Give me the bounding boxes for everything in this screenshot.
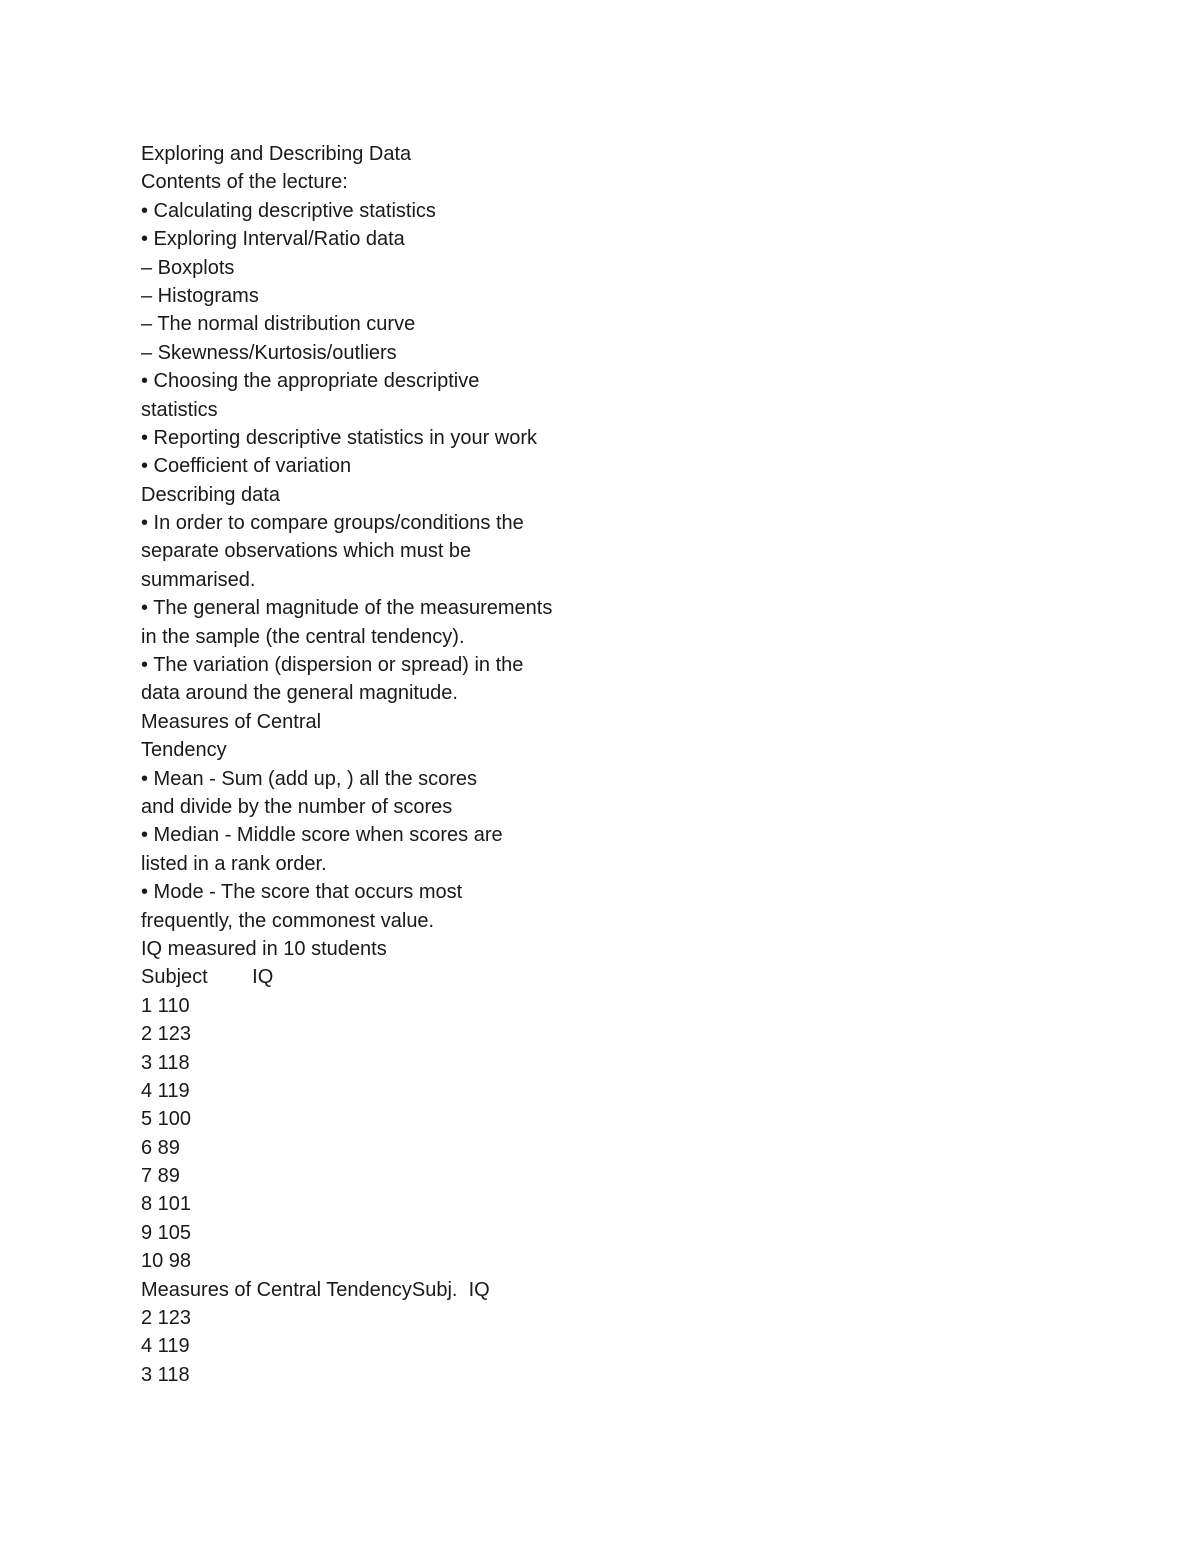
- document-body: [141, 140, 1041, 1389]
- text-line: frequently, the commonest value.: [141, 909, 435, 932]
- text-line: • Calculating descriptive statistics: [141, 199, 436, 222]
- text-line: • Reporting descriptive statistics in your work: [141, 426, 538, 449]
- section-heading: Tendency: [141, 739, 227, 762]
- document-title: Exploring and Describing Data: [141, 143, 412, 165]
- table-row: 3 118: [141, 1363, 190, 1386]
- text-line: listed in a rank order.: [141, 852, 327, 875]
- table-row: 5 100: [141, 1108, 192, 1131]
- table-row: 10 98: [141, 1250, 192, 1273]
- text-line: • Coefficient of variation: [141, 455, 352, 478]
- text-line: – The normal distribution curve: [141, 313, 416, 336]
- table-row: 7 89: [141, 1165, 180, 1188]
- section-heading: IQ measured in 10 students: [141, 937, 387, 960]
- text-line: statistics: [141, 398, 218, 421]
- text-line: – Histograms: [141, 284, 259, 307]
- text-line: summarised.: [141, 568, 256, 591]
- text-line: • In order to compare groups/conditions the: [141, 512, 524, 535]
- table-row: 3 118: [141, 1051, 190, 1074]
- text-line: – Skewness/Kurtosis/outliers: [141, 341, 397, 364]
- table-row: 4 119: [141, 1079, 190, 1102]
- table-row: 8 101: [141, 1193, 192, 1216]
- text-line: • The variation (dispersion or spread) in the: [141, 654, 524, 677]
- section-heading: Measures of Central: [141, 710, 322, 733]
- text-line: in the sample (the central tendency).: [141, 625, 465, 648]
- text-line: • Exploring Interval/Ratio data: [141, 228, 405, 251]
- text-line: • Median - Middle score when scores are: [141, 824, 503, 847]
- text-line: separate observations which must be: [141, 540, 472, 563]
- text-line: • Mean - Sum (add up, ) all the scores: [141, 767, 478, 790]
- text-line: • Choosing the appropriate descriptive: [141, 370, 480, 393]
- text-line: • Mode - The score that occurs most: [141, 881, 463, 904]
- section-heading: Measures of Central TendencySubj. IQ: [141, 1278, 490, 1301]
- text-line: data around the general magnitude.: [141, 682, 458, 705]
- table-row: 2 123: [141, 1307, 192, 1330]
- table-row: 6 89: [141, 1136, 180, 1159]
- text-line: – Boxplots: [141, 256, 235, 279]
- text-line: and divide by the number of scores: [141, 795, 453, 818]
- table-row: 4 119: [141, 1335, 190, 1358]
- text-line: Contents of the lecture:: [141, 171, 348, 194]
- text-line: • The general magnitude of the measurements: [141, 597, 553, 620]
- table-header: Subject IQ: [141, 966, 274, 989]
- table-row: 9 105: [141, 1221, 192, 1244]
- table-row: 1 110: [141, 994, 190, 1017]
- table-row: 2 123: [141, 1023, 192, 1046]
- section-heading: Describing data: [141, 483, 280, 506]
